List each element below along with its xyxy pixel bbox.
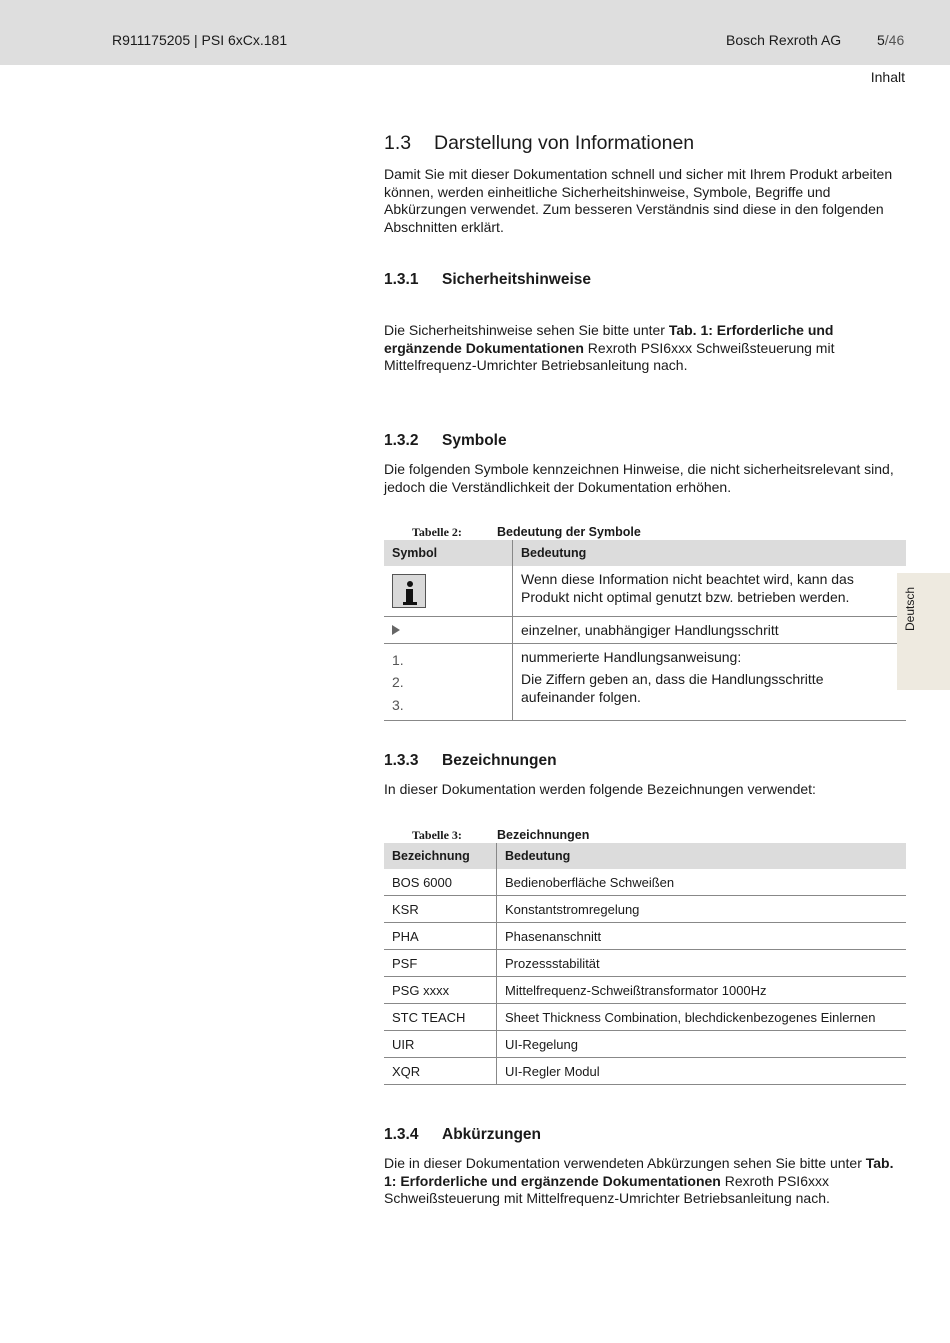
heading-title: Symbole <box>442 432 507 449</box>
meaning-cell: einzelner, unabhängiger Handlungsschritt <box>513 616 907 643</box>
table-row <box>384 643 906 720</box>
term-cell: PSF <box>384 950 497 977</box>
meaning-cell: Bedienoberfläche Schweißen <box>497 869 907 896</box>
meaning-line: nummerierte Handlungsanweisung: <box>521 648 742 665</box>
heading-1-3-4 <box>384 1126 541 1144</box>
designations-table <box>384 843 906 1085</box>
text-span: Die in dieser Dokumentation verwendeten Abkürzungen sehen Sie bitte unter <box>384 1155 866 1171</box>
term-cell: BOS 6000 <box>384 869 497 896</box>
table-row <box>384 896 906 923</box>
meaning-cell: Sheet Thickness Combination, blechdickenbezogenes Einlernen <box>497 1004 907 1031</box>
heading-1-3-2 <box>384 432 507 450</box>
heading-title: Abkürzungen <box>442 1126 542 1143</box>
heading-1-3-3 <box>384 752 557 770</box>
heading-title: Sicherheitshinweise <box>442 271 592 288</box>
page-total: /46 <box>884 32 905 48</box>
page-current: 5 <box>877 32 885 48</box>
info-icon <box>392 574 426 608</box>
step-number: 1. <box>392 651 404 668</box>
table-row <box>384 1031 906 1058</box>
language-side-tab <box>897 573 950 690</box>
page-number <box>877 32 904 48</box>
table-header-row <box>384 843 906 869</box>
column-header-meaning: Bedeutung <box>513 540 907 566</box>
table-row <box>384 977 906 1004</box>
caption-label: Tabelle 3: <box>412 828 462 842</box>
caption-title: Bedeutung der Symbole <box>497 525 641 539</box>
meaning-cell: UI-Regler Modul <box>497 1058 907 1085</box>
symbol-cell <box>384 616 513 643</box>
meaning-cell <box>513 643 907 720</box>
meaning-cell: Wenn diese Information nicht beachtet wird, kann das Produkt nicht optimal genutzt bzw. betrieben werden. <box>513 566 907 616</box>
term-cell: STC TEACH <box>384 1004 497 1031</box>
table-2-caption <box>412 525 641 540</box>
document-id: R911175205 | PSI 6xCx.181 <box>112 32 288 48</box>
symbols-table <box>384 540 906 721</box>
language-label: Deutsch <box>903 586 917 631</box>
table-row <box>384 566 906 616</box>
company-name: Bosch Rexroth AG <box>726 32 842 48</box>
step-number: 2. <box>392 674 404 690</box>
column-header-meaning: Bedeutung <box>497 843 907 869</box>
term-cell: PHA <box>384 923 497 950</box>
meaning-cell: Phasenanschnitt <box>497 923 907 950</box>
meaning-cell: Mittelfrequenz-Schweißtransformator 1000Hz <box>497 977 907 1004</box>
meaning-cell: Konstantstromregelung <box>497 896 907 923</box>
caption-title: Bezeichnungen <box>497 828 590 842</box>
term-cell: PSG xxxx <box>384 977 497 1004</box>
term-cell: UIR <box>384 1031 497 1058</box>
heading-title: Bezeichnungen <box>442 752 557 769</box>
section-label: Inhalt <box>870 69 905 85</box>
triangle-right-icon <box>392 625 400 635</box>
heading-1-3 <box>384 132 694 155</box>
heading-number: 1.3 <box>384 132 412 154</box>
paragraph-1-3-4 <box>384 1155 906 1208</box>
term-cell: KSR <box>384 896 497 923</box>
table-reference-link[interactable]: Tab. 1: Erforderliche und ergänzende Dokumentationen <box>384 322 834 356</box>
text-span: Rexroth PSI6xxx Schweißsteuerung mit Mittelfrequenz-Umrichter Betriebsanleitung nach. <box>384 1172 830 1207</box>
table-reference-link[interactable]: Tab. 1: Erforderliche und ergänzende Dokumentationen <box>384 1155 894 1189</box>
table-row <box>384 950 906 977</box>
text-span: Rexroth PSI6xxx Schweißsteuerung mit Mittelfrequenz-Umrichter Betriebsanleitung nach. <box>384 339 835 374</box>
table-row <box>384 869 906 896</box>
paragraph-1-3-2: Die folgenden Symbole kennzeichnen Hinweise, die nicht sicherheitsrelevant sind, jedoch die Verständlichkeit der Dokumentation erhöhen. <box>384 461 894 495</box>
page-header <box>0 0 950 65</box>
symbol-cell <box>384 566 513 616</box>
heading-number: 1.3.3 <box>384 752 419 769</box>
table-row <box>384 1058 906 1085</box>
meaning-cell: UI-Regelung <box>497 1031 907 1058</box>
table-3-caption <box>412 828 589 843</box>
heading-title: Darstellung von Informationen <box>434 132 695 154</box>
symbol-cell <box>384 643 513 720</box>
table-row <box>384 1004 906 1031</box>
heading-number: 1.3.2 <box>384 432 419 449</box>
column-header-symbol: Symbol <box>384 540 513 566</box>
step-number: 3. <box>392 696 404 713</box>
table-header-row <box>384 540 906 566</box>
paragraph-1-3-1 <box>384 322 906 375</box>
heading-number: 1.3.1 <box>384 271 419 288</box>
paragraph-1-3-3: In dieser Dokumentation werden folgende Bezeichnungen verwendet: <box>384 781 816 797</box>
text-span: Die Sicherheitshinweise sehen Sie bitte unter <box>384 322 669 338</box>
paragraph-1-3: Damit Sie mit dieser Dokumentation schnell und sicher mit Ihrem Produkt arbeiten können, werden einheitliche Sicherheitshinweise, Symbole, Begriffe und Abkürzungen verwendet. Zum besseren Verständnis sind diese in den folgenden Abschnitten erklärt. <box>384 166 893 236</box>
meaning-cell: Prozessstabilität <box>497 950 907 977</box>
meaning-line: Die Ziffern geben an, dass die Handlungsschritte aufeinander folgen. <box>521 671 824 705</box>
term-cell: XQR <box>384 1058 497 1085</box>
caption-label: Tabelle 2: <box>412 525 462 539</box>
column-header-term: Bezeichnung <box>384 843 497 869</box>
heading-number: 1.3.4 <box>384 1126 419 1143</box>
table-row <box>384 616 906 643</box>
table-row <box>384 923 906 950</box>
heading-1-3-1 <box>384 271 591 289</box>
